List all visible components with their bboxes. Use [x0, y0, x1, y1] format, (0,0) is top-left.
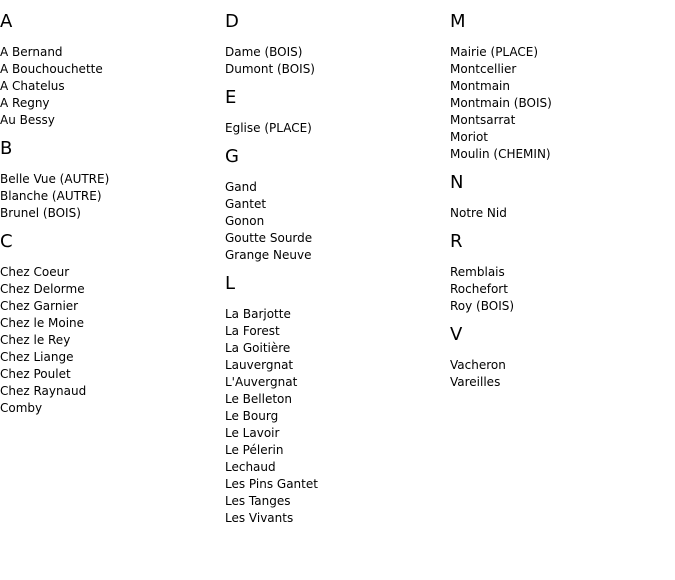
- place-link[interactable]: Les Pins Gantet: [225, 477, 318, 491]
- place-link[interactable]: Notre Nid: [450, 206, 507, 220]
- place-link[interactable]: Les Tanges: [225, 494, 291, 508]
- place-link[interactable]: Montcellier: [450, 62, 517, 76]
- place-link[interactable]: Rochefort: [450, 282, 508, 296]
- place-list: [450, 205, 670, 222]
- place-link[interactable]: Dumont (BOIS): [225, 62, 315, 76]
- place-list: [225, 306, 445, 527]
- letter-section: [0, 230, 220, 417]
- place-link[interactable]: Remblais: [450, 265, 505, 279]
- place-link[interactable]: Montmain: [450, 79, 510, 93]
- section-letter-heading: A: [0, 11, 13, 32]
- place-link[interactable]: La Goitière: [225, 341, 291, 355]
- place-list: [0, 264, 220, 417]
- place-link[interactable]: Lechaud: [225, 460, 276, 474]
- place-list: [0, 171, 220, 222]
- place-list: [225, 44, 445, 78]
- section-letter-heading: V: [450, 324, 463, 345]
- index-column-3: [450, 10, 670, 399]
- place-link[interactable]: Moulin (CHEMIN): [450, 147, 551, 161]
- place-link[interactable]: Le Belleton: [225, 392, 292, 406]
- place-link[interactable]: Chez Coeur: [0, 265, 70, 279]
- place-link[interactable]: Brunel (BOIS): [0, 206, 81, 220]
- letter-section: [225, 86, 445, 137]
- place-link[interactable]: Le Lavoir: [225, 426, 280, 440]
- place-link[interactable]: Au Bessy: [0, 113, 55, 127]
- letter-section: [450, 230, 670, 315]
- place-link[interactable]: La Barjotte: [225, 307, 291, 321]
- place-list: [450, 44, 670, 163]
- place-link[interactable]: Gonon: [225, 214, 265, 228]
- place-link[interactable]: Chez Liange: [0, 350, 74, 364]
- place-link[interactable]: Roy (BOIS): [450, 299, 515, 313]
- place-link[interactable]: Chez Garnier: [0, 299, 79, 313]
- section-letter-heading: B: [0, 138, 13, 159]
- index-column-2: [225, 10, 445, 535]
- place-link[interactable]: Vareilles: [450, 375, 501, 389]
- place-link[interactable]: Chez Delorme: [0, 282, 85, 296]
- place-link[interactable]: Dame (BOIS): [225, 45, 303, 59]
- place-link[interactable]: L'Auvergnat: [225, 375, 298, 389]
- place-link[interactable]: Blanche (AUTRE): [0, 189, 102, 203]
- place-link[interactable]: Lauvergnat: [225, 358, 294, 372]
- place-link[interactable]: Belle Vue (AUTRE): [0, 172, 110, 186]
- section-letter-heading: N: [450, 172, 464, 193]
- letter-section: [225, 145, 445, 264]
- place-link[interactable]: Le Bourg: [225, 409, 279, 423]
- letter-section: [450, 10, 670, 163]
- section-letter-heading: D: [225, 11, 239, 32]
- place-link[interactable]: A Chatelus: [0, 79, 65, 93]
- place-list: [225, 120, 445, 137]
- section-letter-heading: L: [225, 273, 236, 294]
- place-link[interactable]: A Bouchouchette: [0, 62, 103, 76]
- letter-section: [0, 137, 220, 222]
- place-list: [450, 357, 670, 391]
- section-letter-heading: R: [450, 231, 463, 252]
- letter-section: [450, 171, 670, 222]
- place-list: [450, 264, 670, 315]
- place-list: [0, 44, 220, 129]
- place-link[interactable]: Goutte Sourde: [225, 231, 313, 245]
- section-letter-heading: M: [450, 11, 466, 32]
- place-link[interactable]: Chez Raynaud: [0, 384, 87, 398]
- place-link[interactable]: Mairie (PLACE): [450, 45, 539, 59]
- place-link[interactable]: Chez le Rey: [0, 333, 71, 347]
- letter-section: [225, 10, 445, 78]
- letter-section: [225, 272, 445, 527]
- place-link[interactable]: Grange Neuve: [225, 248, 312, 262]
- place-link[interactable]: Gantet: [225, 197, 267, 211]
- place-link[interactable]: Eglise (PLACE): [225, 121, 312, 135]
- place-link[interactable]: A Regny: [0, 96, 50, 110]
- place-link[interactable]: Moriot: [450, 130, 489, 144]
- section-letter-heading: E: [225, 87, 237, 108]
- letter-section: [450, 323, 670, 391]
- place-list: [225, 179, 445, 264]
- place-link[interactable]: Montsarrat: [450, 113, 516, 127]
- place-link[interactable]: A Bernand: [0, 45, 63, 59]
- section-letter-heading: C: [0, 231, 13, 252]
- place-link[interactable]: Gand: [225, 180, 257, 194]
- place-link[interactable]: Vacheron: [450, 358, 506, 372]
- place-link[interactable]: Les Vivants: [225, 511, 294, 525]
- place-link[interactable]: Montmain (BOIS): [450, 96, 552, 110]
- place-link[interactable]: Comby: [0, 401, 43, 415]
- section-letter-heading: G: [225, 146, 239, 167]
- index-column-1: [0, 10, 220, 425]
- letter-section: [0, 10, 220, 129]
- place-link[interactable]: La Forest: [225, 324, 280, 338]
- place-link[interactable]: Chez Poulet: [0, 367, 71, 381]
- place-link[interactable]: Le Pélerin: [225, 443, 284, 457]
- place-link[interactable]: Chez le Moine: [0, 316, 85, 330]
